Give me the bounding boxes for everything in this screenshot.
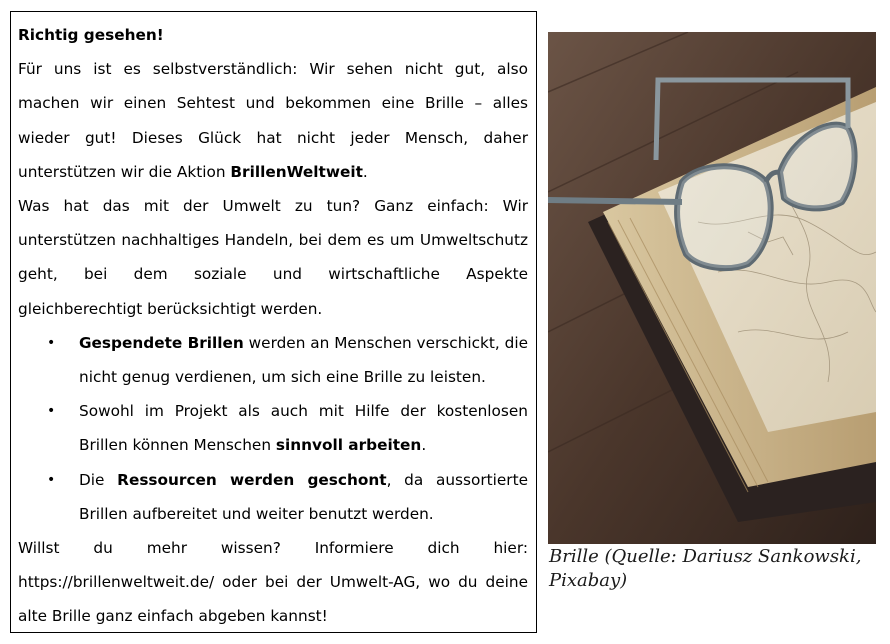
list-item: • Sowohl im Projekt als auch mit Hilfe der kostenlosen Brillen können Menschen sinnvoll arbeiten. [18,394,528,462]
more-info-paragraph: Willst du mehr wissen? Informiere dich hier: https://brillenweltweit.de/ oder bei der Umwelt-AG, wo du deine alte Brille ganz einfach abgeben kannst! [18,539,528,626]
bullet-list [18,326,528,531]
photo-caption: Brille (Quelle: Dariusz Sankowski, Pixabay) [549,546,862,591]
glasses-photo [548,32,876,544]
bullet-icon: • [47,403,56,420]
bullet-icon: • [47,471,56,488]
intro-paragraph: Für uns ist es selbstverständlich: Wir sehen nicht gut, also machen wir einen Sehtest und bekommen eine Brille – alles wieder gut! Dieses Glück hat nicht jeder Mensch, daher unterstützen wir die Aktion BrillenWeltweit. [18,60,528,181]
box-title: Richtig gesehen! [18,26,164,44]
campaign-name: BrillenWeltweit [230,162,363,181]
info-text-box [10,11,537,633]
list-item: • Die Ressourcen werden geschont, da aussortierte Brillen aufbereitet und weiter benutzt werden. [18,463,528,531]
list-item: • Gespendete Brillen werden an Menschen verschickt, die nicht genug verdienen, um sich eine Brille zu leisten. [18,326,528,394]
environment-paragraph: Was hat das mit der Umwelt zu tun? Ganz einfach: Wir unterstützen nachhaltiges Handeln, bei dem es um Umweltschutz geht, bei dem soziale und wirtschaftliche Aspekte gleichberechtigt berücksichtigt werden. [18,197,528,318]
bullet-icon: • [47,334,56,351]
